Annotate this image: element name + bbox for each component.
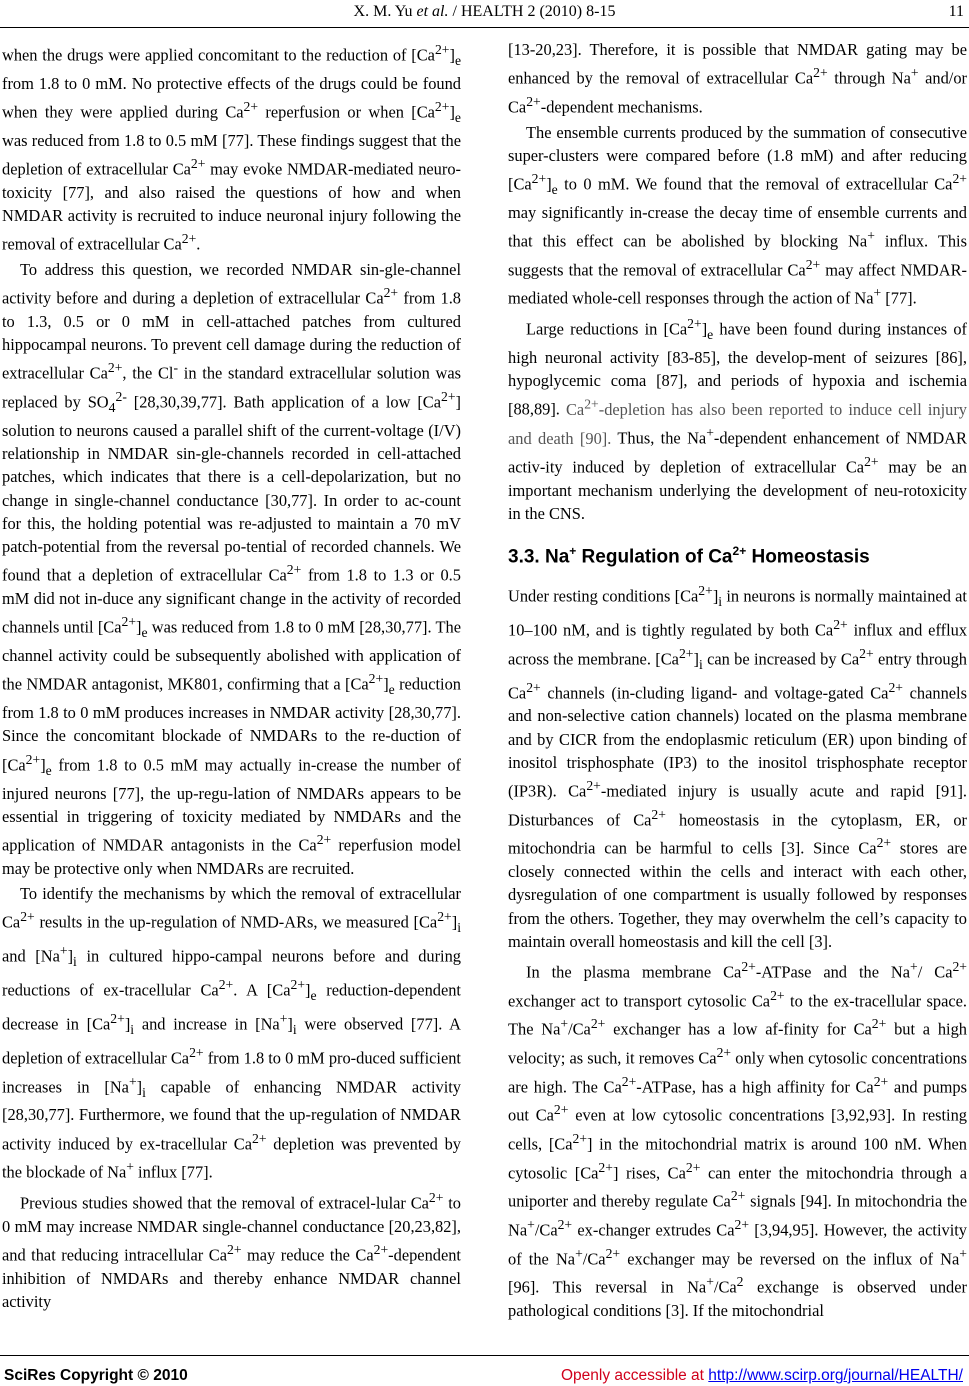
paragraph: In the plasma membrane $Ca^{2+}$-ATPase and the Na+/ $Ca^{2+}$ exchanger act to transport cytosolic $Ca^{2+}$ to the ex-tracellular space. The $Na^+/Ca^{2+}$ exchanger has a low af-finity for $Ca^{2+}$ but a high velocity; as such, it removes $Ca^{2+}$ only when cytosolic concentrations are high. The $Ca^{2+}$-ATPase, has a high affinity for $Ca^{2+}$ and pumps out $Ca^{2+}$ even at low cytosolic concentrations [3,92,93]. In resting cells, $[Ca^{2+}]$ in the mitochondrial matrix is around 100 nM. When cytosolic $[Ca^{2+}]$ rises, $Ca^{2+}$ can enter the mitochondria through a uniporter and thereby regulate $Ca^{2+}$ signals [94]. In mitochondria the $Na^+/Ca^{2+}$ ex-changer extrudes $Ca^{2+}$ [3,94,95]. However, the activity of the $Na^+/Ca^{2+}$ exchanger may be reversed on the influx of Na+ [96]. This reversal in Na+/Ca$^2$ exchange is observed under pathological conditions [3]. If the mitochondrial [508, 958, 968, 1320]
header-rule [0, 27, 969, 28]
page-footer [0, 1355, 969, 1386]
paragraph: Under resting conditions $[Ca^{2+}]_i$ in neurons is normally maintained at 10–100 nM, and is tightly regulated by both $Ca^{2+}$ influx and efflux across the membrane. $[Ca^{2+}]_i$ can be increased by $Ca^{2+}$ entry through $Ca^{2+}$ channels (in-cluding ligand- and voltage-gated $Ca^{2+}$ channels and non-selective cation channels) located on the plasma membrane and by CICR from the endoplasmic reticulum (ER) upon binding of inositol trisphosphate (IP3) to the inositol trisphosphate receptor (IP3R). $Ca^{2+}$-mediated injury is usually acute and rapid [91]. Disturbances of $Ca^{2+}$ homeostasis in the cytoplasm, ER, or mitochondria can be harmful to cells [3]. Since $Ca^{2+}$ stores are closely connected within the cells and interact with each other, dysregulation of one compartment is usually followed by responses from the others. Together, they may overwhelm the cell’s capacity to maintain overall homeostasis and kill the cell [3]. [508, 583, 968, 951]
paragraph: Previous studies showed that the removal of extracel-lular $Ca^{2+}$ to 0 mM may increase NMDAR single-channel conductance [20,23,82], and that reducing intracellular $Ca^{2+}$ may reduce the $Ca^{2+}$-dependent inhibition of NMDARs and thereby enhance NMDAR channel activity [2, 1190, 461, 1311]
left-column [2, 38, 461, 1313]
page-header [0, 0, 969, 28]
running-head: X. M. Yu et al. / HEALTH 2 (2010) 8-15 [353, 3, 616, 20]
open-access-label: Openly accessible at [560, 1367, 709, 1384]
journal-link[interactable]: http://www.scirp.org/journal/HEALTH/ [708, 1367, 963, 1384]
open-access-notice [561, 1367, 963, 1385]
section-heading: 3.3. Na+ Regulation of $Ca^{2+}$ Homeostasis [508, 543, 870, 568]
paragraph: Large reductions in $[Ca^{2+}]_e$ have been found during instances of high neuronal activity [83-85], the develop-ment of seizures [86], hypoglycemic coma [87], and periods of hypoxia and ischemia [88,89]. $Ca^{2+}$-depletion has also been reported to induce cell injury and death [90]. Thus, the Na+-dependent enhancement of NMDAR activ-ity induced by depletion of extracellular $Ca^{2+}$ may be an important mechanism underlying the development of neu-rotoxicity in the CNS. [508, 316, 968, 523]
copyright-notice: SciRes Copyright © 2010 [4, 1367, 188, 1384]
page-number: 11 [948, 3, 964, 20]
paragraph: The ensemble currents produced by the summation of consecutive super-clusters were compared before (1.8 mM) and after reducing $[Ca^{2+}]_e$ to 0 mM. We found that the removal of extracellular $Ca^{2+}$ may significantly in-crease the decay time of ensemble currents and that this effect can be abolished by blocking Na+ influx. This suggests that the removal of extracellular $Ca^{2+}$ may affect NMDAR-mediated whole-cell responses through the action of Na+ [77]. [508, 122, 967, 308]
paragraph: To address this question, we recorded NMDAR sin-gle-channel activity before and during a depletion of extracellular $Ca^{2+}$ from 1.8 to 1.3, 0.5 or 0 mM in cell-attached patches from cultured hippocampal neurons. To prevent cell damage during the reduction of extracellular $Ca^{2+}$, the Cl- in the standard extracellular solution was replaced by $SO_4^{2-}$ [28,30,39,77]. Bath application of a low $[Ca^{2+}]$ solution to neurons caused a parallel shift of the current-voltage (I/V) relationship in NMDAR sin-gle-channels recorded in cell-attached patches, which indicates that there is a cell-depolarization, but no change in single-channel conductance [30,77]. In order to ac-count for this, the holding potential was re-adjusted to maintain a 70 mV patch-potential from the reversal po-tential of recorded channels. We found that a depletion of extracellular $Ca^{2+}$ from 1.8 to 1.3 or 0.5 mM did not in-duce any significant change in the activity of recorded channels until $[Ca^{2+}]_e$ was reduced from 1.8 to 0 mM [28,30,77]. The channel activity could be subsequently abolished with application of the NMDAR antagonist, MK801, confirming that a $[Ca^{2+}]_e$ reduction from 1.8 to 0 mM produces increases in NMDAR activity [28,30,77]. Since the concomitant blockade of NMDARs to the re-duction of $[Ca^{2+}]_e$ from 1.8 to 0.5 mM may actually in-crease the number of injured neurons [77], the up-regu-lation of NMDARs appears to be essential in triggering of toxicity mediated by NMDARs and the application of NMDAR antagonists in the $Ca^{2+}$ reperfusion model may be protective only when NMDARs are recruited. [2, 260, 462, 878]
footer-rule [0, 1355, 969, 1356]
paragraph: To identify the mechanisms by which the removal of extracellular $Ca^{2+}$ results in the up-regulation of NMD-ARs, we measured $[Ca^{2+}]_i$ and $[Na^+]_i$ in cultured hippo-campal neurons before and during reductions of ex-tracellular $Ca^{2+}$. A $[Ca^{2+}]_e$ reduction-dependent decrease in $[Ca^{2+}]_i$ and increase in $[Na^+]_i$ were observed [77]. A depletion of extracellular $Ca^{2+}$ from 1.8 to 0 mM pro-duced sufficient increases in $[Na^+]_i$ capable of enhancing NMDAR activity [28,30,77]. Furthermore, we found that the up-regulation of NMDAR activity induced by ex-tracellular $Ca^{2+}$ depletion was prevented by the blockade of Na+ influx [77]. [2, 883, 461, 1182]
right-column [508, 38, 967, 1322]
paragraph: when the drugs were applied concomitant to the reduction of $[Ca^{2+}]_e$ from 1.8 to 0 mM. No protective effects of the drugs could be found when they were applied during $Ca^{2+}$ reperfusion or when $[Ca^{2+}]_e$ was reduced from 1.8 to 0.5 mM [77]. These findings suggest that the depletion of extracellular $Ca^{2+}$ may evoke NMDAR-mediated neuro-toxicity [77], and also raised the questions of how and when NMDAR activity is recruited to induce neuronal injury following the removal of extracellular $Ca^{2+}$. [2, 42, 461, 254]
paragraph: [13-20,23]. Therefore, it is possible that NMDAR gating may be enhanced by the removal of extracellular $Ca^{2+}$ through Na+ and/or $Ca^{2+}$-dependent mechanisms. [508, 40, 967, 117]
